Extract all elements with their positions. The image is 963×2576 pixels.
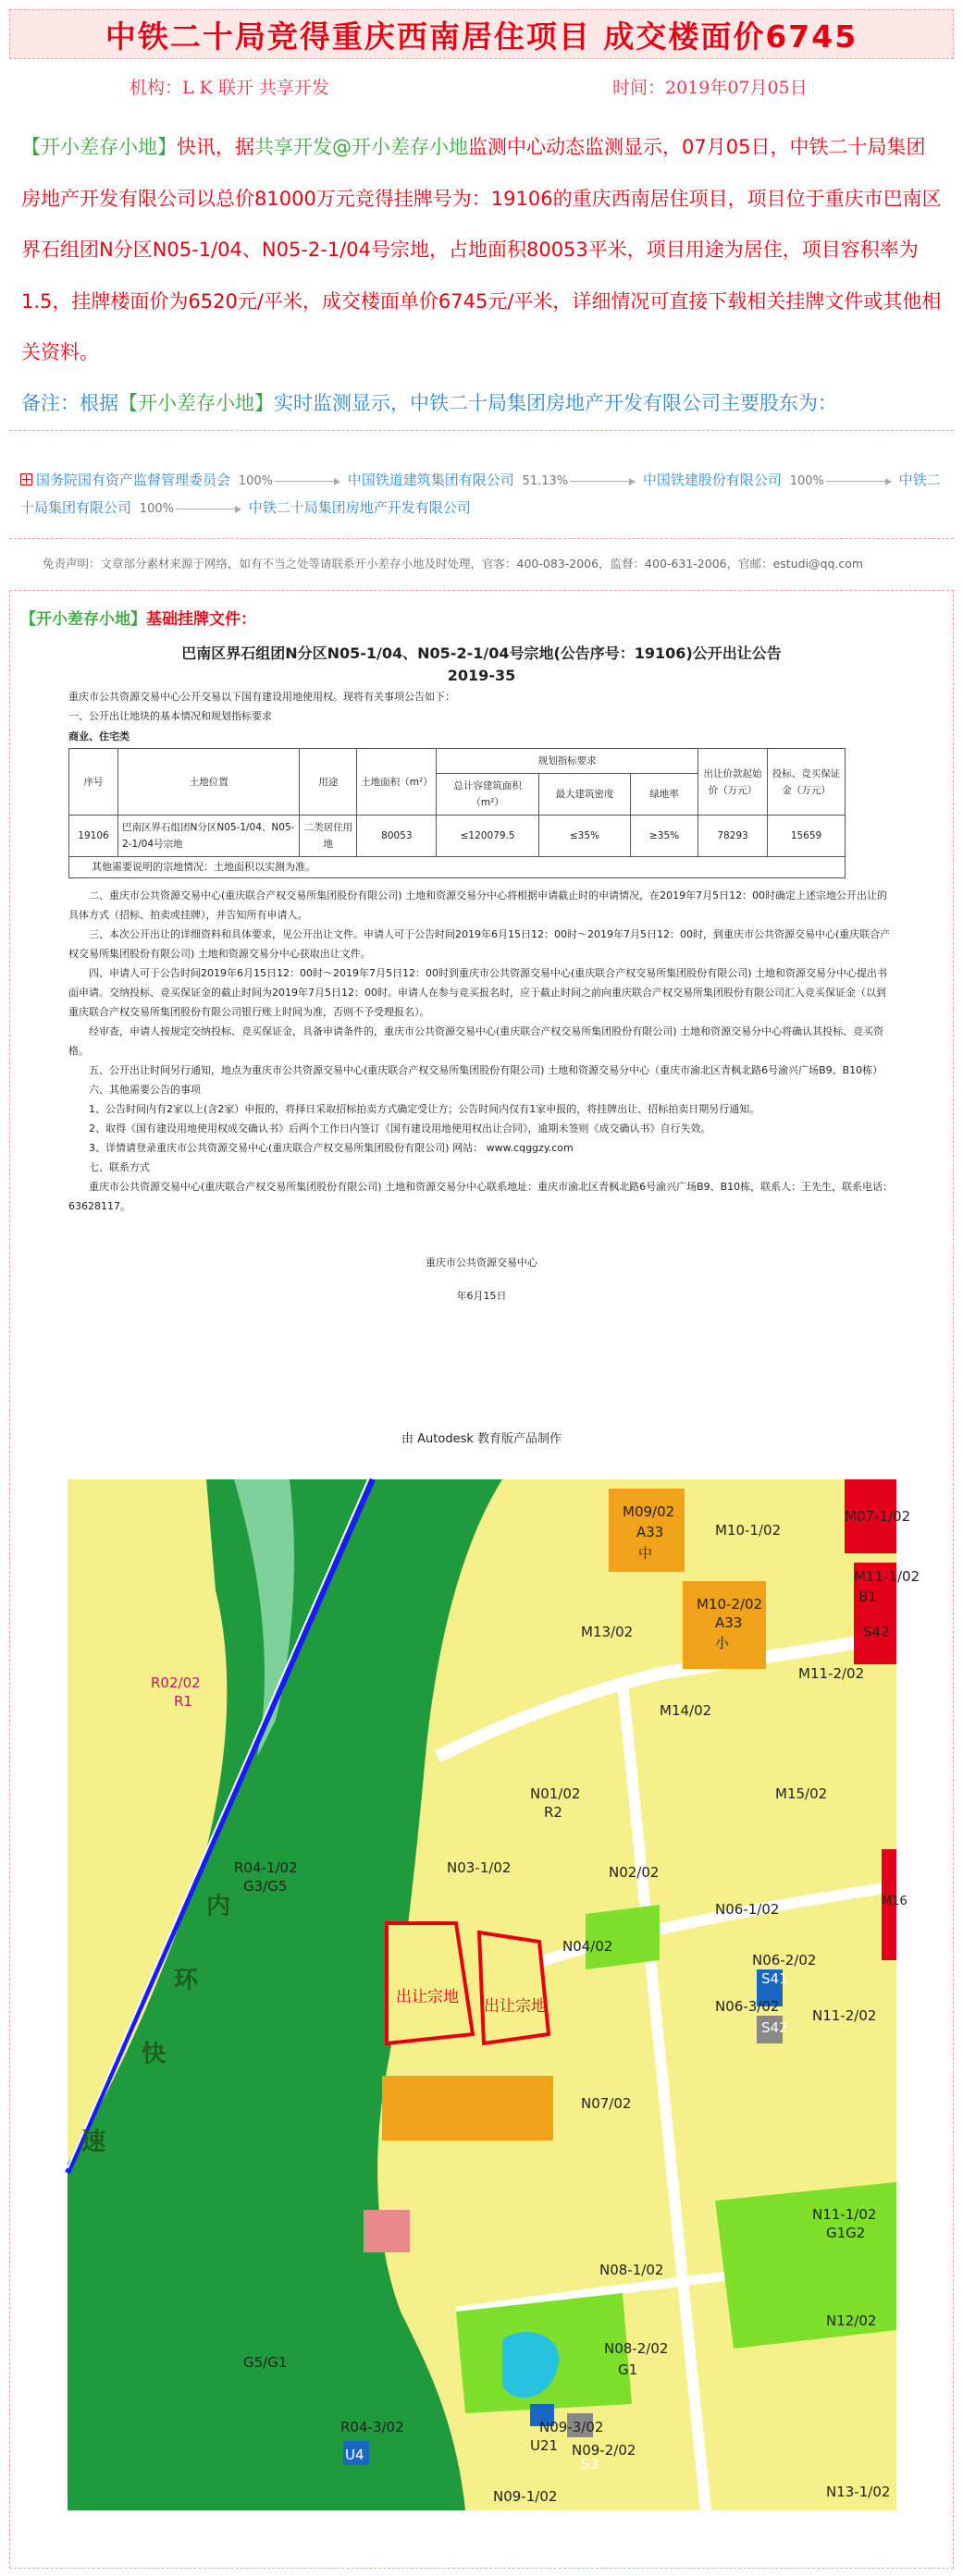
table-header: 绿地率 [631,774,698,816]
road-label: 速 [81,2128,106,2156]
map-label: 中 [638,1545,653,1562]
map-label: R1 [174,1693,192,1710]
map-label: N07/02 [581,2095,632,2112]
doc-section-1: 一、公开出让地块的基本情况和规划指标要求 [68,710,272,722]
doc-number: 2019-35 [447,667,516,684]
arrow-right-icon [826,481,891,482]
table-header: 规划指标要求 [437,749,698,774]
chain-node-2[interactable]: 中国铁道建筑集团有限公司 [347,472,514,488]
table-cell: ≤35% [538,816,630,857]
road-label: 环 [174,1967,199,1994]
lead-tag: 【开小差存小地】 [21,136,177,158]
chain-percent-4: 100% [136,496,244,522]
doc-date: 年6月15日 [456,1290,507,1302]
doc-section-1-sub: 商业、住宅类 [68,730,130,742]
table-header: 总计容建筑面积（m²） [437,774,538,816]
land-table [68,748,846,857]
lead-text-2: 监测中心动态监测显示，07月05日，中铁二十局集团房地产开发有限公司以总价81000万元竞得挂牌号为：19106的重庆西南居住项目，项目位于重庆市巴南区界石组团N分区N05-1/04、N05-2-1/04号宗地，占地面积80053平米，项目用途为居住，项目容积率为1.5，挂牌楼面价为6520元/平米，成交楼面单价6745元/平米，详细情况可直接下载相关挂牌文件或其他相关资料。 [21,136,942,363]
table-cell: 78293 [698,816,767,857]
map-label: M11-1/02 [854,1568,920,1585]
divider [9,538,954,539]
table-row [69,816,846,857]
map-label: N11-1/02 [812,2206,877,2223]
sale-parcel-label: 出让宗地 [484,1997,547,2016]
map-label: M11-2/02 [798,1665,865,1682]
title-banner [9,9,954,59]
doc-intro: 重庆市公共资源交易中心公开交易以下国有建设用地使用权。现将有关事项公告如下： [68,691,455,703]
map-label: R04-1/02 [234,1859,298,1876]
chain-node-4[interactable]: 中铁二十局集团有限公司 [20,472,941,516]
map-label: S42 [863,1624,890,1640]
road-label: 快 [142,2041,167,2068]
chain-percent-1: 100% [235,468,343,495]
map-label: N12/02 [826,2312,877,2329]
disclaimer: 免责声明：文章部分素材来源于网络，如有不当之处等请联系开小差存小地及时处理，官客：400-083-2006，监督：400-631-2006，官邮：estudi@qq.com [43,557,864,570]
shareholder-chain [20,467,945,522]
map-label: U4 [345,2447,364,2463]
note-tag: 【开小差存小地】 [118,392,274,414]
table-header: 最大建筑密度 [538,774,630,816]
map-label: B1 [858,1589,877,1605]
table-remark: 其他需要说明的宗地情况：土地面积以实测为准。 [68,857,846,878]
doc-contact: 重庆市公共资源交易中心(重庆联合产权交易所集团股份有限公司) 土地和资源交易分中心联系地址：重庆市渝北区青枫北路6号渝兴广场B9、B10栋，联系人：王先生，联系电话：63628117。 [68,1181,894,1212]
map-label: N09-2/02 [572,2442,636,2459]
doc-signature: 重庆市公共资源交易中心 [426,1257,537,1269]
autodesk-watermark-top: 由 Autodesk 教育版产品制作 [401,1432,562,1446]
map-label: R02/02 [151,1674,201,1691]
sale-parcel-label: 出让宗地 [396,1988,459,2006]
map-label: N01/02 [530,1785,581,1802]
map-label: R2 [544,1804,562,1821]
table-header: 投标、竞买保证金（万元） [768,749,846,816]
table-cell: 巴南区界石组团N分区N05-1/04、N05-2-1/04号宗地 [117,816,300,857]
map-label: N13-1/02 [826,2484,891,2500]
map-label: M07-1/02 [845,1508,911,1525]
map-label: 小 [715,1635,730,1651]
table-cell: ≤120079.5 [437,816,538,857]
lead-text-1: 快讯，据 [177,136,254,158]
map-label: N06-2/02 [752,1952,817,1969]
doc-para-6: 五、公开出让时间另行通知，地点为重庆市公共资源交易中心(重庆联合产权交易所集团股份有限公司) 土地和资源交易分中心（重庆市渝北区青枫北路6号渝兴广场B9、B10栋） [89,1064,883,1076]
map-label: N08-2/02 [604,2340,669,2357]
map-label: S41 [761,1970,788,1987]
map-label: N02/02 [609,1864,660,1881]
note-text-2: 实时监测显示，中铁二十局集团房地产开发有限公司主要股东为： [274,392,837,414]
table-cell: 19106 [69,816,118,857]
divider [9,430,954,431]
map-label: M14/02 [660,1702,712,1719]
table-cell: 15659 [768,816,846,857]
map-label: M10-2/02 [697,1596,763,1613]
attachment-tag: 【开小差存小地】 [20,610,146,629]
map-label: M16 [882,1895,907,1908]
map-label: N11-2/02 [812,2007,877,2024]
lead-paragraph [21,122,942,379]
attachment-title [20,606,256,629]
map-label: N09-3/02 [539,2419,604,2435]
map-label: A33 [636,1524,664,1540]
doc-section-6: 六、其他需要公告的事项 [89,1084,201,1096]
chain-node-1[interactable]: 国务院国有资产监督管理委员会 [36,472,231,488]
time-label: 时间：2019年07月05日 [612,78,808,98]
road-label: 内 [206,1893,231,1920]
table-header: 用途 [300,749,357,816]
table-cell: 二类居住用地 [300,816,357,857]
table-header: 出让价款起始价（万元） [698,749,767,816]
map-label: N06-3/02 [715,1998,780,2015]
map-label: N08-1/02 [599,2262,664,2278]
map-label: G3/G5 [243,1878,288,1895]
doc-item-6-3: 3、详情请登录重庆市公共资源交易中心(重庆联合产权交易所集团股份有限公司) 网站： www.cqggzy.com [89,1142,574,1154]
map-label: U21 [530,2437,559,2454]
map-label: G1 [618,2361,638,2378]
map-label: N06-1/02 [715,1901,780,1918]
chain-percent-3: 100% [786,468,895,495]
table-cell: 80053 [357,816,437,857]
arrow-right-icon [570,481,635,482]
doc-section-7: 七、联系方式 [89,1161,150,1173]
map-label: R04-3/02 [340,2419,404,2435]
doc-item-6-1: 1、公告时间内有2家以上(含2家）申报的，将择日采取招标拍卖方式确定受让方；公告时间内仅有1家申报的，将挂牌出让、招标拍卖日期另行通知。 [89,1103,760,1115]
arrow-right-icon [275,481,340,482]
map-label: M10-1/02 [715,1522,782,1539]
table-cell: ≥35% [631,816,698,857]
chain-node-5[interactable]: 中铁二十局集团房地产开发有限公司 [248,499,471,516]
doc-item-6-2: 2、取得《国有建设用地使用权成交确认书》后两个工作日内签订《国有建设用地使用权出让合同》，逾期未签则《成交确认书》自行失效。 [89,1122,711,1135]
map-label: G5/G1 [243,2354,288,2371]
doc-para-5: 经审查，申请人按规定交纳投标、竞买保证金，具备申请条件的，重庆市公共资源交易中心(重庆联合产权交易所集团股份有限公司) 土地和资源交易分中心将确认其投标、竞买资格。 [68,1025,884,1057]
map-label: N03-1/02 [447,1859,512,1876]
map-label: N04/02 [562,1938,613,1955]
org-label: 机构：L K 联开 共享开发 [130,78,329,98]
table-header: 土地位置 [117,749,300,816]
lead-source: 共享开发@开小差存小地 [254,136,468,158]
attachment-label: 基础挂牌文件： [146,610,256,629]
doc-para-2: 二、重庆市公共资源交易中心(重庆联合产权交易所集团股份有限公司) 土地和资源交易分中心将根据申请截止时的申请情况，在2019年7月5日12：00时确定上述宗地公开出让的具体方式（招标、拍卖或挂牌），并告知所有申请人。 [68,889,888,921]
chain-percent-2: 51.13% [519,468,639,495]
doc-para-4: 四、申请人可于公告时间2019年6月15日12：00时～2019年7月5日12：00时到重庆市公共资源交易中心(重庆联合产权交易所集团股份有限公司) 土地和资源交易分中心提出书面申请。交纳投标、竞买保证金的截止时间为2019年7月5日12：00时。申请人在参与竞买报名时，应于截止时间之前向重庆联合产权交易所集团股份有限公司汇入竞买保证金（以到重庆联合产权交易所集团股份有限公司银行账上时间为准，否则不予受理报名）。 [68,967,888,1018]
note-text-1: 备注：根据 [21,392,118,414]
zoning-map [68,1479,920,2510]
map-label: M13/02 [581,1624,634,1640]
map-label: S42 [761,2019,788,2036]
doc-title: 巴南区界石组团N分区N05-1/04、N05-2-1/04号宗地(公告序号：19106)公开出让公告 [181,644,782,662]
map-label: M15/02 [775,1785,828,1802]
doc-para-3: 三、本次公开出让的详细资料和具体要求，见公开出让文件。申请人可于公告时间2019年6月15日12：00时～2019年7月5日12：00时，到重庆市公共资源交易中心(重庆联合产权交易所集团股份有限公司) 土地和资源交易分中心获取出让文件。 [68,928,891,960]
shareholder-note [21,388,942,416]
map-label: M09/02 [623,1503,675,1520]
meta-row [0,74,963,102]
table-header: 序号 [69,749,118,816]
flag-icon [20,473,32,485]
page-title: 中铁二十局竞得重庆西南居住项目 成交楼面价6745 [105,18,858,55]
map-label: A33 [715,1614,743,1631]
map-label: S3 [581,2456,599,2472]
chain-node-3[interactable]: 中国铁建股份有限公司 [642,472,782,488]
map-label: G1G2 [826,2225,866,2241]
table-header: 土地面积（m²） [357,749,437,816]
map-label: N09-1/02 [493,2488,558,2505]
announcement-document [68,643,895,1306]
